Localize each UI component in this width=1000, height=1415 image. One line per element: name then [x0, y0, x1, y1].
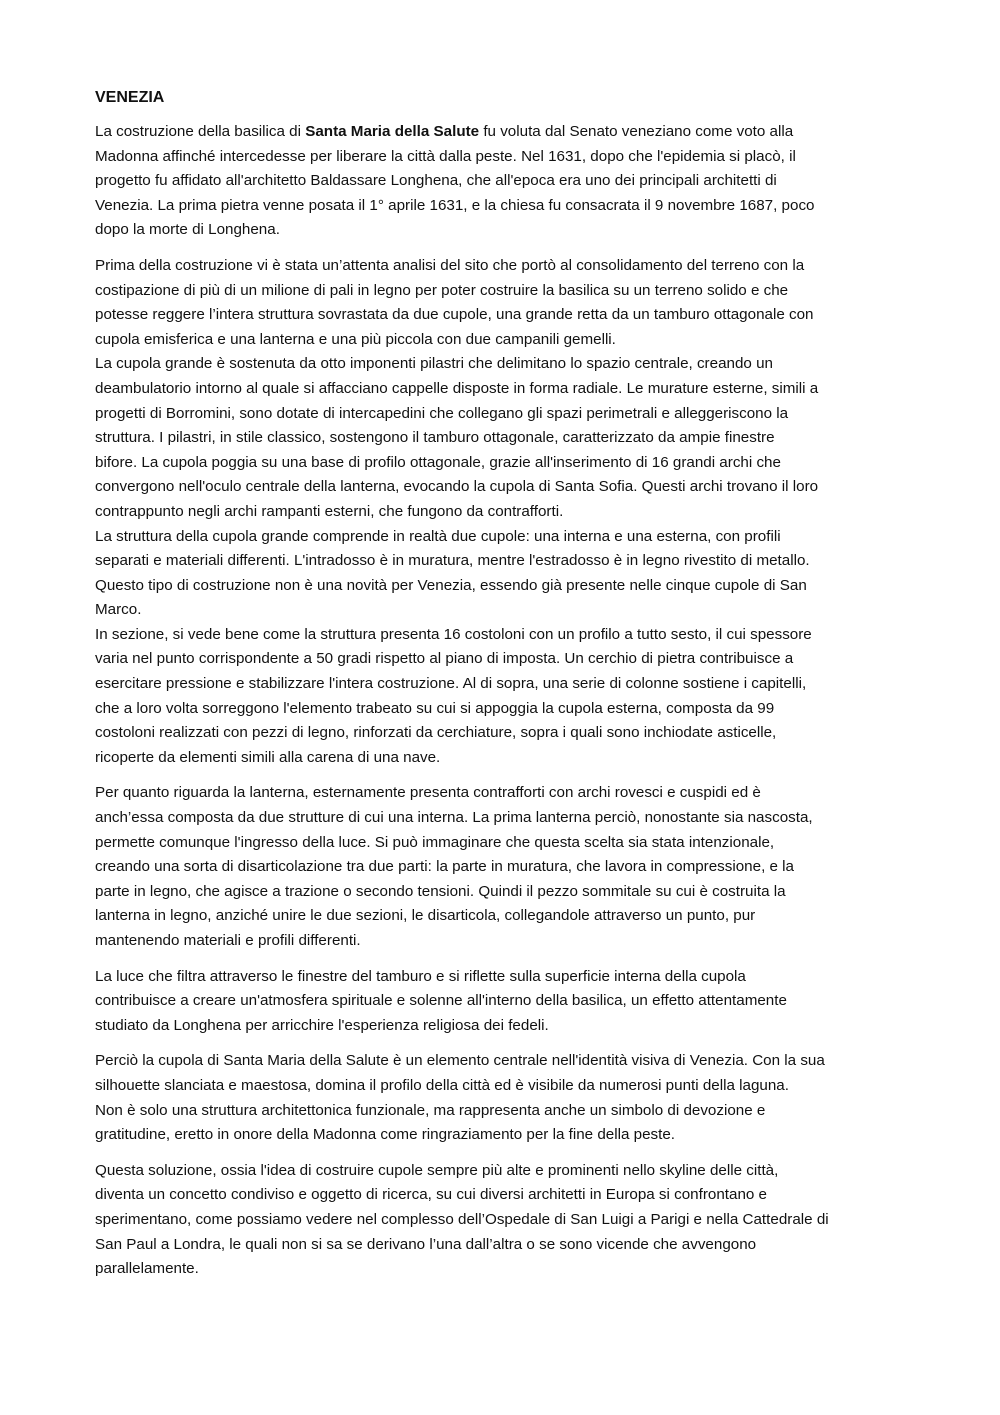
paragraph-line: struttura. I pilastri, in stile classico, sostengono il tamburo ottagonale, caratterizzato da ampie finestre	[95, 429, 775, 447]
paragraph-line: esercitare pressione e stabilizzare l'intera costruzione. Al di sopra, una serie di colonne sostiene i capitelli,	[95, 675, 807, 693]
paragraph-line: Non è solo una struttura architettonica funzionale, ma rappresenta anche un simbolo di devozione e	[95, 1101, 766, 1119]
paragraph-line: lanterna in legno, anziché unire le due sezioni, le disarticola, collegandole attraverso un punto, pur	[95, 907, 756, 925]
paragraph-line: sperimentano, come possiamo vedere nel complesso dell’Ospedale di San Luigi a Parigi e nella Cattedrale di	[95, 1210, 829, 1228]
paragraph-line: Venezia. La prima pietra venne posata il 1° aprile 1631, e la chiesa fu consacrata il 9 novembre 1687, poco	[95, 196, 815, 214]
intro-text-continued: fu voluta dal Senato veneziano come voto alla	[479, 123, 794, 140]
paragraph-line: Madonna affinché intercedesse per liberare la città dalla peste. Nel 1631, dopo che l'epidemia si placò, il	[95, 147, 796, 165]
paragraph-line: deambulatorio intorno al quale si affacciano cappelle disposte in forma radiale. Le murature esterne, simili a	[95, 379, 819, 397]
paragraph-line: permette comunque l'ingresso della luce. Si può immaginare che questa scelta sia stata intenzionale,	[95, 833, 775, 851]
paragraph-line: progetto fu affidato all'architetto Baldassare Longhena, che all'epoca era uno dei principali architetti di	[95, 172, 777, 190]
paragraph-domes-europe	[95, 1159, 910, 1282]
paragraph-line: contrappunto negli archi rampanti esterni, che fungono da contrafforti.	[95, 502, 564, 520]
paragraph-line: anch’essa composta da due strutture di cui una interna. La prima lanterna perciò, nonostante sia nascosta,	[95, 809, 813, 827]
paragraph-line: cupola emisferica e una lanterna e una più piccola con due campanili gemelli.	[95, 330, 616, 348]
paragraph-line: In sezione, si vede bene come la struttura presenta 16 costoloni con un profilo a tutto sesto, il cui spessore	[95, 625, 812, 643]
paragraph-line: bifore. La cupola poggia su una base di profilo ottagonale, grazie all'inserimento di 16 grandi archi che	[95, 453, 781, 471]
paragraph-line: contribuisce a creare un'atmosfera spirituale e solenne all'interno della basilica, un effetto attentamente	[95, 992, 787, 1010]
paragraph-line: Prima della costruzione vi è stata un’attenta analisi del sito che portò al consolidamento del terreno con la	[95, 256, 805, 274]
document-page	[95, 86, 910, 1293]
paragraph-light	[95, 965, 910, 1039]
paragraph-line: Marco.	[95, 601, 142, 619]
paragraph-line: Questa soluzione, ossia l'idea di costruire cupole sempre più alte e prominenti nello skyline delle città,	[95, 1161, 779, 1179]
paragraph-line: Perciò la cupola di Santa Maria della Salute è un elemento centrale nell'identità visiva di Venezia. Con la sua	[95, 1052, 825, 1070]
paragraph-line: ricoperte da elementi simili alla carena di una nave.	[95, 748, 441, 766]
paragraph-line: dopo la morte di Longhena.	[95, 221, 280, 239]
paragraph-line: La cupola grande è sostenuta da otto imponenti pilastri che delimitano lo spazio centrale, creando un	[95, 355, 773, 373]
paragraph-line: costipazione di più di un milione di pali in legno per poter costruire la basilica su un terreno solido e che	[95, 281, 789, 299]
paragraph-line	[95, 120, 910, 145]
basilica-name: Santa Maria della Salute	[305, 123, 480, 140]
paragraph-line: potesse reggere l’intera struttura sovrastata da due cupole, una grande retta da un tamburo ottagonale con	[95, 306, 814, 324]
paragraph-line: La luce che filtra attraverso le finestre del tamburo e si riflette sulla superficie interna della cupola	[95, 967, 746, 985]
paragraph-line: Questo tipo di costruzione non è una novità per Venezia, essendo già presente nelle cinque cupole di San	[95, 576, 807, 594]
paragraph-line: costoloni realizzati con pezzi di legno, rinforzati da cerchiature, sopra i quali sono inchiodate asticelle,	[95, 724, 777, 742]
intro-text: La costruzione della basilica di	[95, 123, 306, 140]
paragraph-line: gratitudine, eretto in onore della Madonna come ringraziamento per la fine della peste.	[95, 1126, 676, 1144]
paragraph-line: convergono nell'oculo centrale della lanterna, evocando la cupola di Santa Sofia. Questi archi trovano il loro	[95, 478, 819, 496]
paragraph-line: progetti di Borromini, sono dotate di intercapedini che collegano gli spazi perimetrali e alleggeriscono la	[95, 404, 789, 422]
paragraph-line: studiato da Longhena per arricchire l'esperienza religiosa dei fedeli.	[95, 1016, 549, 1034]
paragraph-line: parte in legno, che agisce a trazione o secondo tensioni. Quindi il pezzo sommitale su cui è costruita la	[95, 882, 786, 900]
paragraph-line: San Paul a Londra, le quali non si sa se derivano l’una dall’altra o se sono vicende che avvengono	[95, 1235, 757, 1253]
paragraph-intro	[95, 120, 910, 243]
paragraph-line: La struttura della cupola grande comprende in realtà due cupole: una interna e una esterna, con profili	[95, 527, 781, 545]
paragraph-line: Per quanto riguarda la lanterna, esternamente presenta contrafforti con archi rovesci e cuspidi ed è	[95, 784, 761, 802]
paragraph-line: separati e materiali differenti. L'intradosso è in muratura, mentre l'estradosso è in legno rivestito di metallo.	[95, 552, 810, 570]
paragraph-line: silhouette slanciata e maestosa, domina il profilo della città ed è visibile da numerosi punti della laguna.	[95, 1076, 789, 1094]
paragraph-lantern	[95, 781, 910, 953]
document-title: VENEZIA	[95, 89, 165, 106]
paragraph-line: varia nel punto corrispondente a 50 gradi rispetto al piano di imposta. Un cerchio di pietra contribuisce a	[95, 650, 794, 668]
paragraph-identity	[95, 1049, 910, 1147]
paragraph-construction	[95, 254, 910, 770]
paragraph-line: che a loro volta sorreggono l'elemento trabeato su cui si appoggia la cupola esterna, composta da 99	[95, 699, 775, 717]
paragraph-line: parallelamente.	[95, 1260, 199, 1278]
paragraph-line: creando una sorta di disarticolazione tra due parti: la parte in muratura, che lavora in compressione, e la	[95, 858, 795, 876]
paragraph-line: mantenendo materiali e profili differenti.	[95, 932, 361, 949]
paragraph-line: diventa un concetto condiviso e oggetto di ricerca, su cui diversi architetti in Europa si confrontano e	[95, 1186, 768, 1204]
